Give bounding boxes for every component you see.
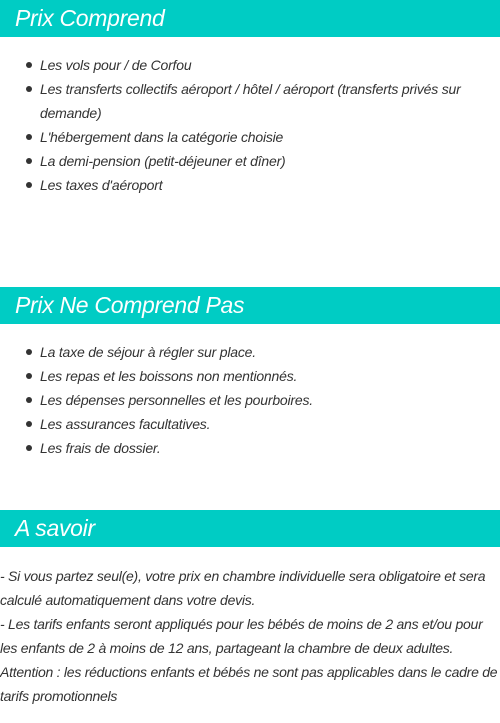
section-header-a-savoir xyxy=(0,510,500,547)
info-paragraph: - Les tarifs enfants seront appliqués pour les bébés de moins de 2 ans et/ou pour les enfants de 2 à moins de 12 ans, partageant la chambre de deux adultes. xyxy=(0,616,483,656)
list-item: Les assurances facultatives. xyxy=(0,412,500,436)
list-item: Les frais de dossier. xyxy=(0,436,500,460)
bullet-icon xyxy=(26,421,32,427)
bullet-icon xyxy=(26,445,32,451)
bullet-icon xyxy=(26,158,32,164)
bullet-icon xyxy=(26,62,32,68)
list-item: Les transferts collectifs aéroport / hôtel / aéroport (transferts privés sur demande) xyxy=(0,77,500,125)
section-title: Prix Comprend xyxy=(15,5,165,31)
not-included-list xyxy=(0,340,500,460)
list-item: L'hébergement dans la catégorie choisie xyxy=(0,125,500,149)
section-header-prix-comprend xyxy=(0,0,500,37)
bullet-icon xyxy=(26,134,32,140)
list-item: Les repas et les boissons non mentionnés. xyxy=(0,364,500,388)
bullet-icon xyxy=(26,397,32,403)
info-paragraph: - Si vous partez seul(e), votre prix en chambre individuelle sera obligatoire et sera calculé automatiquement dans votre devis. xyxy=(0,568,486,608)
section-title: Prix Ne Comprend Pas xyxy=(15,292,245,318)
bullet-icon xyxy=(26,182,32,188)
list-item: Les vols pour / de Corfou xyxy=(0,53,500,77)
bullet-icon xyxy=(26,86,32,92)
list-item: La demi-pension (petit-déjeuner et dîner) xyxy=(0,149,500,173)
included-list xyxy=(0,53,500,197)
info-paragraph: Attention : les réductions enfants et bébés ne sont pas applicables dans le cadre de tarifs promotionnels xyxy=(0,664,498,704)
section-header-prix-ne-comprend-pas xyxy=(0,287,500,324)
list-item: Les dépenses personnelles et les pourboires. xyxy=(0,388,500,412)
info-text xyxy=(0,564,500,708)
bullet-icon xyxy=(26,349,32,355)
section-title: A savoir xyxy=(15,515,95,541)
bullet-icon xyxy=(26,373,32,379)
list-item: La taxe de séjour à régler sur place. xyxy=(0,340,500,364)
list-item: Les taxes d'aéroport xyxy=(0,173,500,197)
